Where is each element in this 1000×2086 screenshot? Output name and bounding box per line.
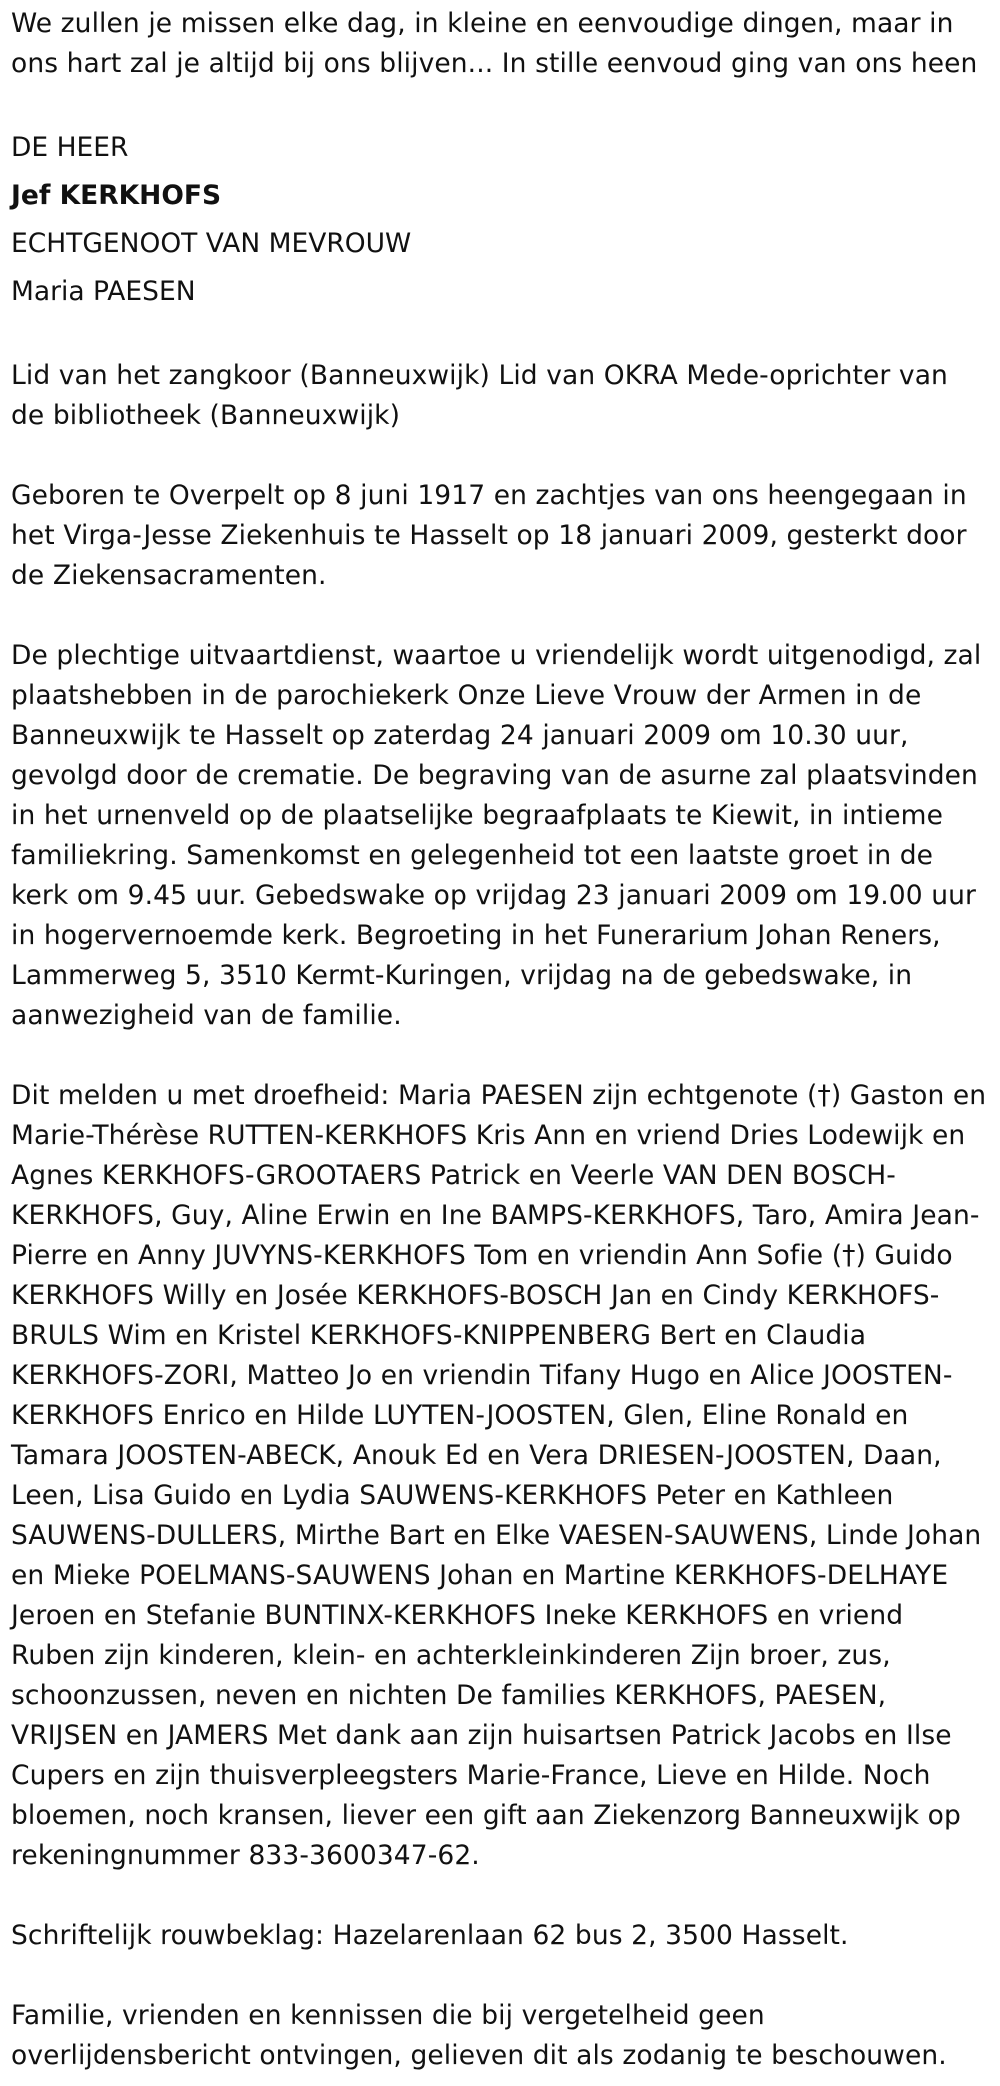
deceased-header	[11, 124, 988, 316]
spouse-name: Maria PAESEN	[11, 276, 196, 307]
closing-text: Familie, vrienden en kennissen die bij vergetelheid geen overlijdensbericht ontvingen, gelieven dit als zodanig te beschouwen.	[11, 2000, 947, 2071]
condolence-text: Schriftelijk rouwbeklag: Hazelarenlaan 62 bus 2, 3500 Hasselt.	[11, 1920, 849, 1951]
relation-label: ECHTGENOOT VAN MEVROUW	[11, 228, 412, 259]
deceased-name: Jef KERKHOFS	[11, 180, 222, 211]
memberships-text: Lid van het zangkoor (Banneuxwijk) Lid van OKRA Mede-oprichter van de bibliotheek (Banneuxwijk)	[11, 360, 948, 431]
intro-text: We zullen je missen elke dag, in kleine en eenvoudige dingen, maar in ons hart zal je altijd bij ons blijven... In stille eenvoud ging van ons heen	[11, 8, 978, 79]
birth-death-text: Geboren te Overpelt op 8 juni 1917 en zachtjes van ons heengegaan in het Virga-Jesse Ziekenhuis te Hasselt op 18 januari 2009, gesterkt door de Ziekensacramenten.	[11, 480, 967, 591]
funeral-text: De plechtige uitvaartdienst, waartoe u vriendelijk wordt uitgenodigd, zal plaatshebben in de parochiekerk Onze Lieve Vrouw der Armen in de Banneuxwijk te Hasselt op zaterdag 24 januari 2009 om 10.30 uur, gevolgd door de crematie. De begraving van de asurne zal plaatsvinden in het urnenveld op de plaatselijke begraafplaats te Kiewit, in intieme familiekring. Samenkomst en gelegenheid tot een laatste groet in de kerk om 9.45 uur. Gebedswake op vrijdag 23 januari 2009 om 19.00 uur in hogervernoemde kerk. Begroeting in het Funerarium Johan Reners, Lammerweg 5, 3510 Kermt-Kuringen, vrijdag na de gebedswake, in aanwezigheid van de familie.	[11, 640, 982, 1031]
family-text: Dit melden u met droefheid: Maria PAESEN zijn echtgenote (†) Gaston en Marie-Thérèse RUTTEN-KERKHOFS Kris Ann en vriend Dries Lodewijk en Agnes KERKHOFS-GROOTAERS Patrick en Veerle VAN DEN BOSCH-KERKHOFS, Guy, Aline Erwin en Ine BAMPS-KERKHOFS, Taro, Amira Jean-Pierre en Anny JUVYNS-KERKHOFS Tom en vriendin Ann Sofie (†) Guido KERKHOFS Willy en Josée KERKHOFS-BOSCH Jan en Cindy KERKHOFS-BRULS Wim en Kristel KERKHOFS-KNIPPENBERG Bert en Claudia KERKHOFS-ZORI, Matteo Jo en vriendin Tifany Hugo en Alice JOOSTEN-KERKHOFS Enrico en Hilde LUYTEN-JOOSTEN, Glen, Eline Ronald en Tamara JOOSTEN-ABECK, Anouk Ed en Vera DRIESEN-JOOSTEN, Daan, Leen, Lisa Guido en Lydia SAUWENS-KERKHOFS Peter en Kathleen SAUWENS-DULLERS, Mirthe Bart en Elke VAESEN-SAUWENS, Linde Johan en Mieke POELMANS-SAUWENS Johan en Martine KERKHOFS-DELHAYE Jeroen en Stefanie BUNTINX-KERKHOFS Ineke KERKHOFS en vriend Ruben zijn kinderen, klein- en achterkleinkinderen Zijn broer, zus, schoonzussen, neven en nichten De families KERKHOFS, PAESEN, VRIJSEN en JAMERS Met dank aan zijn huisartsen Patrick Jacobs en Ilse Cupers en zijn thuisverpleegsters Marie-France, Lieve en Hilde. Noch bloemen, noch kransen, liever een gift aan Ziekenzorg Banneuxwijk op rekeningnummer 833-3600347-62.	[11, 1080, 987, 1871]
title-prefix: DE HEER	[11, 132, 129, 163]
